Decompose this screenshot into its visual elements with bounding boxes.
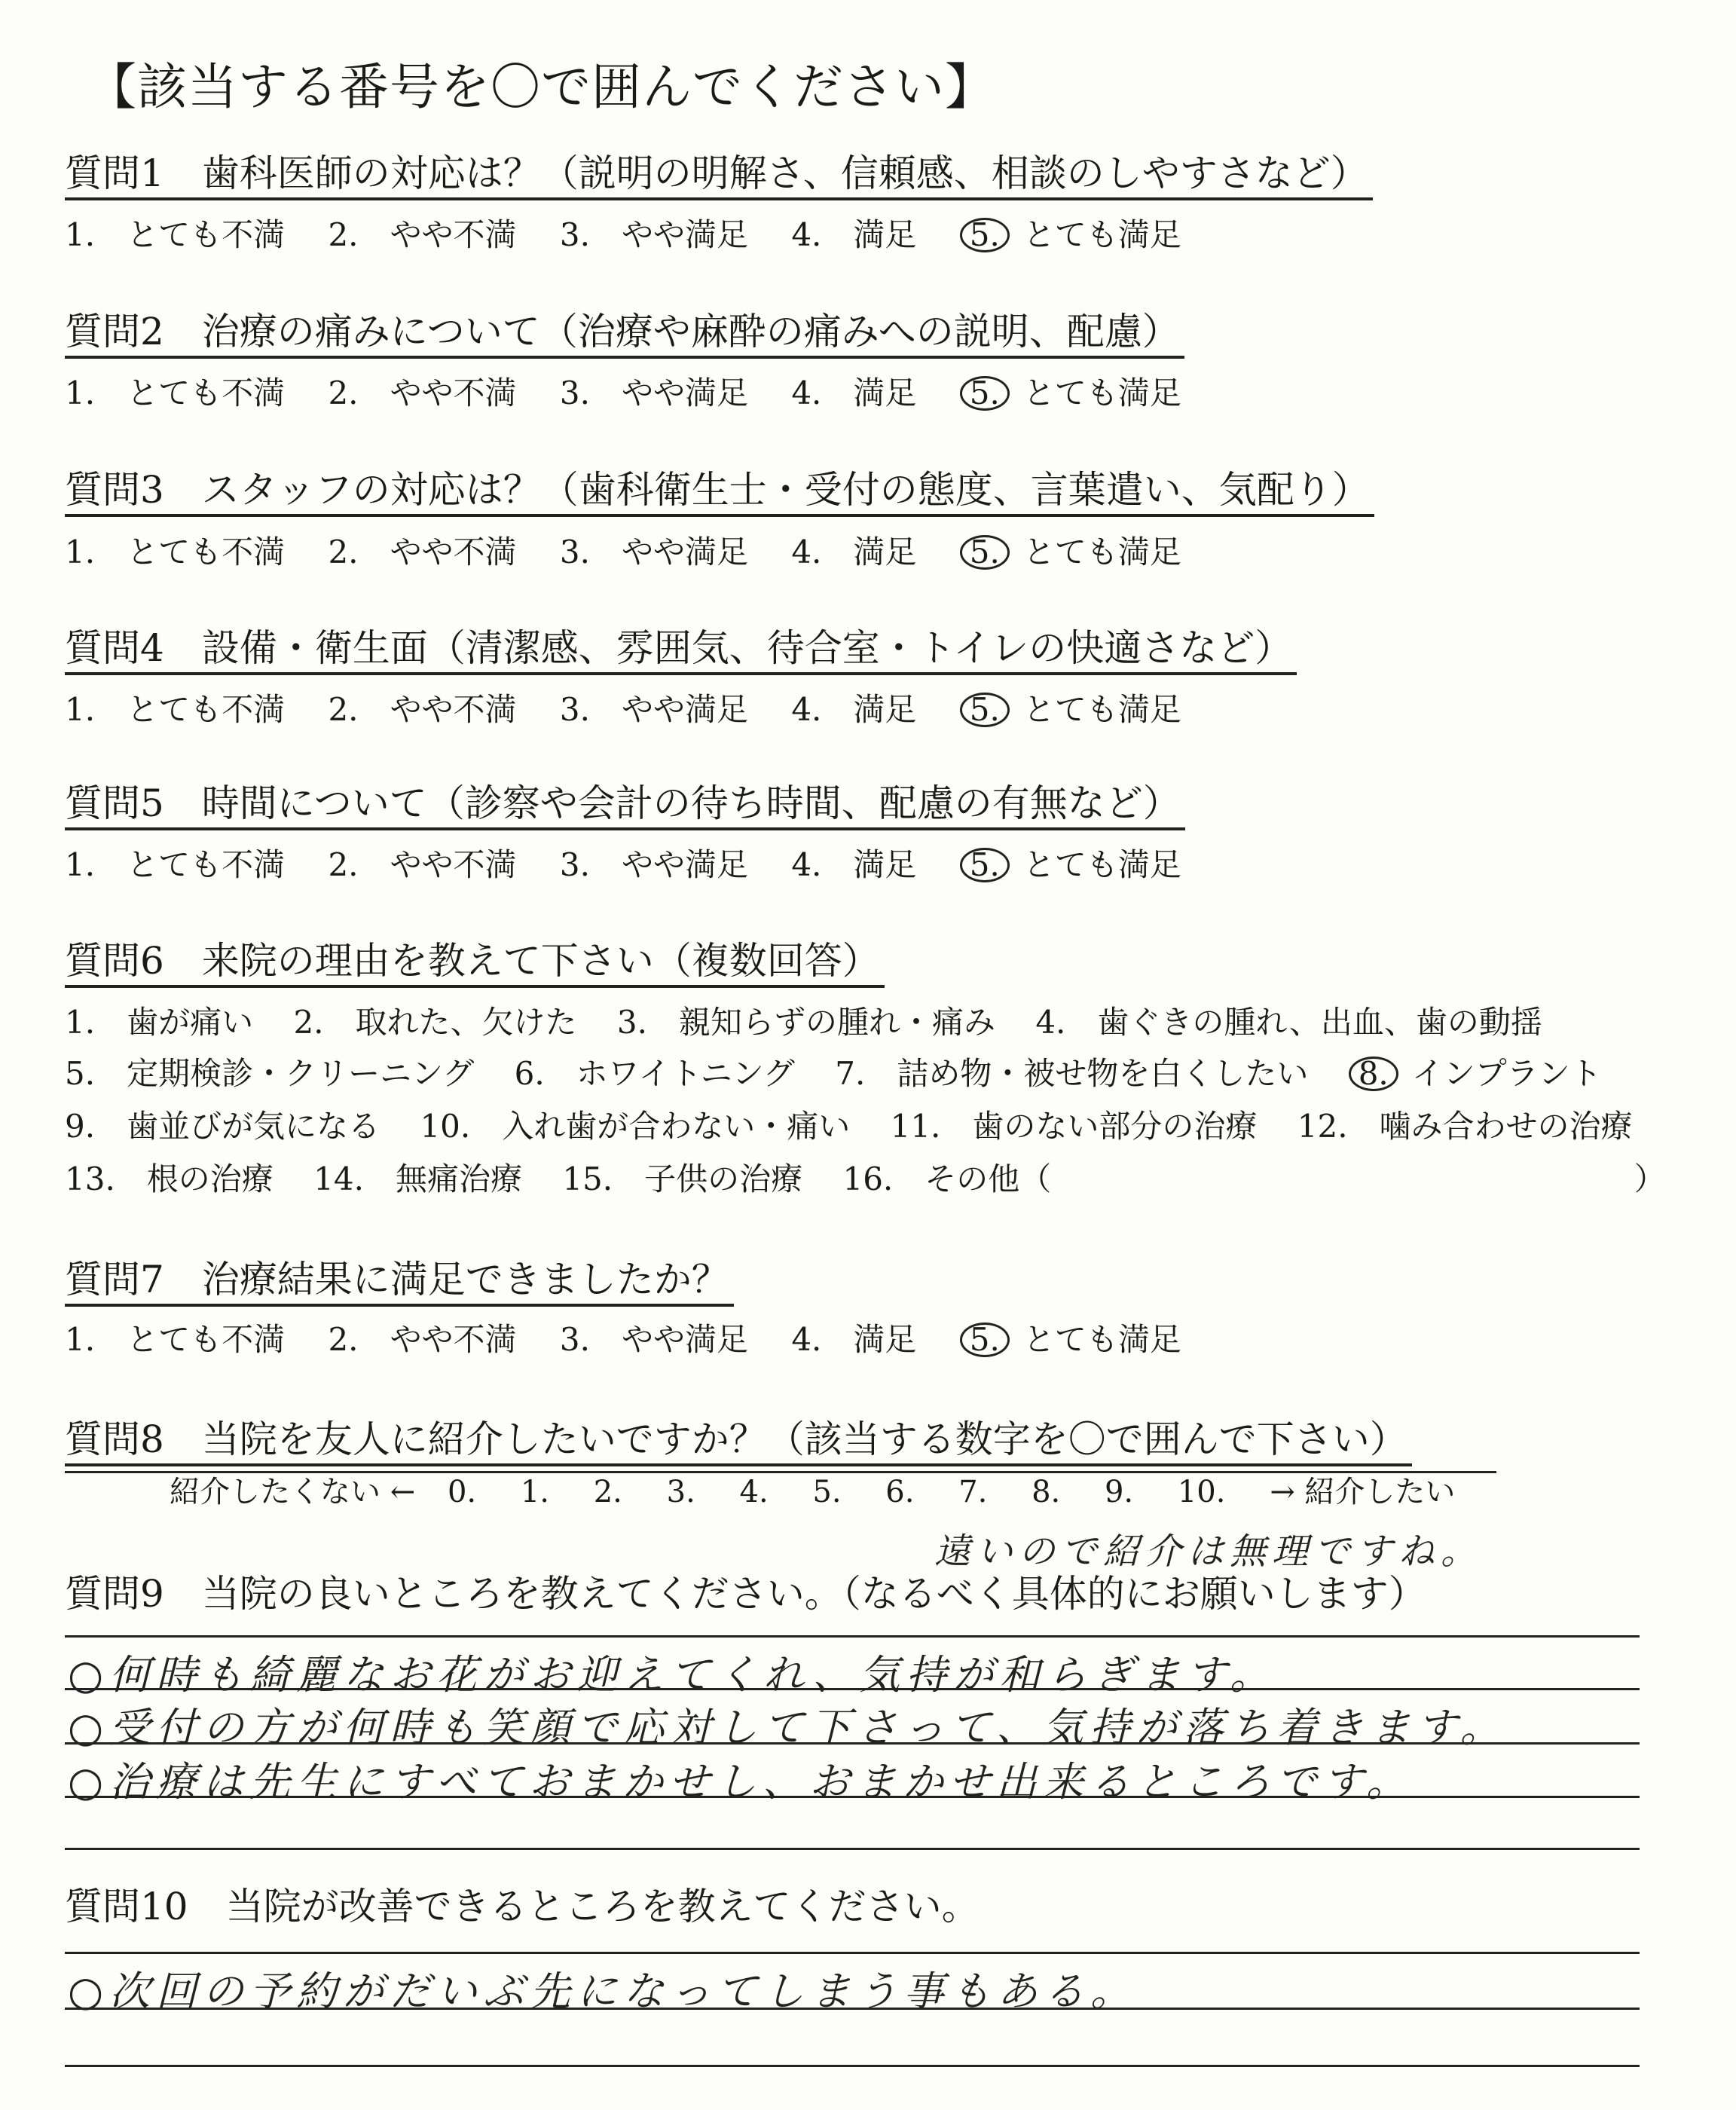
option-5-circled[interactable] [960, 691, 1181, 729]
option-5-label: とても満足 [1022, 534, 1181, 570]
option-5-number: 5. [960, 535, 1010, 570]
scale-0[interactable]: 0. [447, 1475, 477, 1509]
scale-6[interactable]: 6. [885, 1475, 915, 1509]
reason-2[interactable]: 2. 取れた、欠けた [293, 1004, 577, 1041]
option-2[interactable]: 2. やや不満 [328, 1321, 517, 1358]
scale-10[interactable]: 10. [1177, 1475, 1226, 1509]
option-5-label: とても満足 [1022, 691, 1181, 728]
reason-3[interactable]: 3. 親知らずの腫れ・痛み [616, 1004, 995, 1041]
reason-15[interactable]: 15. 子供の治療 [562, 1160, 803, 1197]
question-6-heading: 質問6 来院の理由を教えて下さい（複数回答） [65, 938, 885, 988]
option-5-number: 5. [960, 693, 1010, 727]
question-1-heading: 質問1 歯科医師の対応は？（説明の明解さ、信頼感、相談のしやすさなど） [65, 151, 1373, 200]
option-5-number: 5. [960, 376, 1010, 411]
reason-13[interactable]: 13. 根の治療 [65, 1160, 274, 1197]
option-2[interactable]: 2. やや不満 [328, 216, 517, 253]
question-4-options [65, 691, 1215, 729]
option-4[interactable]: 4. 満足 [791, 1321, 917, 1358]
option-2[interactable]: 2. やや不満 [328, 534, 517, 570]
answer-line [65, 1688, 1640, 1690]
reason-9[interactable]: 9. 歯並びが気になる [65, 1108, 381, 1145]
option-2[interactable]: 2. やや不満 [328, 691, 517, 728]
question-5-heading: 質問5 時間について（診察や会計の待ち時間、配慮の有無など） [65, 781, 1185, 830]
question-10-heading: 質問10 当院が改善できるところを教えてください。 [65, 1885, 980, 1928]
option-4[interactable]: 4. 満足 [791, 846, 917, 883]
option-1[interactable]: 1. とても不満 [65, 216, 286, 253]
answer-line [65, 1635, 1640, 1638]
option-5-circled[interactable] [960, 534, 1181, 571]
option-1[interactable]: 1. とても不満 [65, 846, 286, 883]
option-1[interactable]: 1. とても不満 [65, 691, 286, 728]
answer-line [65, 1848, 1640, 1850]
question-2-heading: 質問2 治療の痛みについて（治療や麻酔の痛みへの説明、配慮） [65, 309, 1184, 359]
question-3-options [65, 534, 1215, 571]
question-9-answer-2[interactable]: ○受付の方が何時も笑顔で応対して下さって、気持が落ち着きます。 [68, 1704, 1507, 1751]
reason-16-close-paren: ） [1634, 1160, 1666, 1197]
reason-8-circled[interactable] [1349, 1055, 1602, 1093]
scale-8[interactable]: 8. [1032, 1475, 1061, 1509]
option-4[interactable]: 4. 満足 [791, 216, 917, 253]
reason-8-number: 8. [1349, 1057, 1398, 1091]
scale-9[interactable]: 9. [1104, 1475, 1134, 1509]
reason-8-label: インプラント [1411, 1055, 1602, 1092]
option-3[interactable]: 3. やや満足 [559, 1321, 748, 1358]
option-2[interactable]: 2. やや不満 [328, 375, 517, 411]
question-6-row-4 [65, 1160, 1666, 1198]
scale-1[interactable]: 1. [520, 1475, 550, 1509]
answer-line [65, 2065, 1640, 2067]
option-5-number: 5. [960, 218, 1010, 252]
answer-line [65, 2008, 1640, 2010]
option-5-circled[interactable] [960, 375, 1181, 412]
question-6-row-3 [65, 1108, 1663, 1145]
question-1-options [65, 216, 1215, 254]
scale-2[interactable]: 2. [593, 1475, 622, 1509]
option-5-number: 5. [960, 1323, 1010, 1357]
scale-4[interactable]: 4. [739, 1475, 769, 1509]
reason-4[interactable]: 4. 歯ぐきの腫れ、出血、歯の動揺 [1035, 1004, 1542, 1041]
question-9-answer-3[interactable]: ○治療は先生にすべておまかせし、おまかせ出来るところです。 [68, 1758, 1414, 1806]
option-3[interactable]: 3. やや満足 [559, 846, 748, 883]
option-3[interactable]: 3. やや満足 [559, 375, 748, 411]
option-5-circled[interactable] [960, 1321, 1181, 1359]
option-1[interactable]: 1. とても不満 [65, 375, 286, 411]
scale-5[interactable]: 5. [812, 1475, 842, 1509]
question-8-heading: 質問8 当院を友人に紹介したいですか？（該当する数字を〇で囲んで下さい） [65, 1417, 1412, 1466]
question-8-handwritten-note: 遠いので紹介は無理ですね。 [934, 1531, 1484, 1573]
option-4[interactable]: 4. 満足 [791, 375, 917, 411]
reason-7[interactable]: 7. 詰め物・被せ物を白くしたい [835, 1055, 1309, 1092]
reason-12[interactable]: 12. 噛み合わせの治療 [1297, 1108, 1633, 1145]
reason-1[interactable]: 1. 歯が痛い [65, 1004, 254, 1041]
reason-10[interactable]: 10. 入れ歯が合わない・痛い [420, 1108, 851, 1145]
question-9-answer-1[interactable]: ○何時も綺麗なお花がお迎えてくれ、気持が和らぎます。 [68, 1651, 1277, 1699]
reason-11[interactable]: 11. 歯のない部分の治療 [890, 1108, 1258, 1145]
question-2-options [65, 375, 1215, 412]
option-5-circled[interactable] [960, 216, 1181, 254]
option-5-label: とても満足 [1022, 375, 1181, 411]
question-5-options [65, 846, 1215, 884]
option-4[interactable]: 4. 満足 [791, 534, 917, 570]
reason-6[interactable]: 6. ホワイトニング [514, 1055, 795, 1092]
option-2[interactable]: 2. やや不満 [328, 846, 517, 883]
reason-14[interactable]: 14. 無痛治療 [313, 1160, 522, 1197]
question-3-heading: 質問3 スタッフの対応は？（歯科衛生士・受付の態度、言葉遣い、気配り） [65, 467, 1374, 517]
answer-line [65, 1796, 1640, 1798]
option-5-number: 5. [960, 848, 1010, 882]
referral-scale [170, 1473, 1455, 1511]
scale-7[interactable]: 7. [958, 1475, 988, 1509]
option-4[interactable]: 4. 満足 [791, 691, 917, 728]
option-3[interactable]: 3. やや満足 [559, 216, 748, 253]
option-3[interactable]: 3. やや満足 [559, 691, 748, 728]
question-6-row-1 [65, 1004, 1572, 1041]
question-9-heading: 質問9 当院の良いところを教えてください。（なるべく具体的にお願いします） [65, 1572, 1426, 1616]
option-3[interactable]: 3. やや満足 [559, 534, 748, 570]
page-title: 【該当する番号を〇で囲んでください】 [87, 58, 995, 116]
answer-line [65, 1742, 1640, 1745]
reason-5[interactable]: 5. 定期検診・クリーニング [65, 1055, 475, 1092]
question-4-heading: 質問4 設備・衛生面（清潔感、雰囲気、待合室・トイレの快適さなど） [65, 625, 1297, 675]
question-10-answer-1[interactable]: ○次回の予約がだいぶ先になってしまう事もある。 [68, 1968, 1138, 2015]
option-5-label: とても満足 [1022, 846, 1181, 883]
option-5-circled[interactable] [960, 846, 1181, 884]
option-1[interactable]: 1. とても不満 [65, 534, 286, 570]
scale-right-label: → 紹介したい [1270, 1475, 1456, 1509]
question-6-row-2 [65, 1055, 1632, 1093]
option-1[interactable]: 1. とても不満 [65, 1321, 286, 1358]
reason-16[interactable]: 16. その他（ [842, 1160, 1052, 1197]
question-7-options [65, 1321, 1215, 1359]
option-5-label: とても満足 [1022, 1321, 1181, 1358]
option-5-label: とても満足 [1022, 216, 1181, 253]
scale-left-label: 紹介したくない ← [170, 1475, 416, 1509]
answer-line [65, 1952, 1640, 1954]
question-7-heading: 質問7 治療結果に満足できましたか？ [65, 1257, 734, 1307]
scale-3[interactable]: 3. [666, 1475, 695, 1509]
